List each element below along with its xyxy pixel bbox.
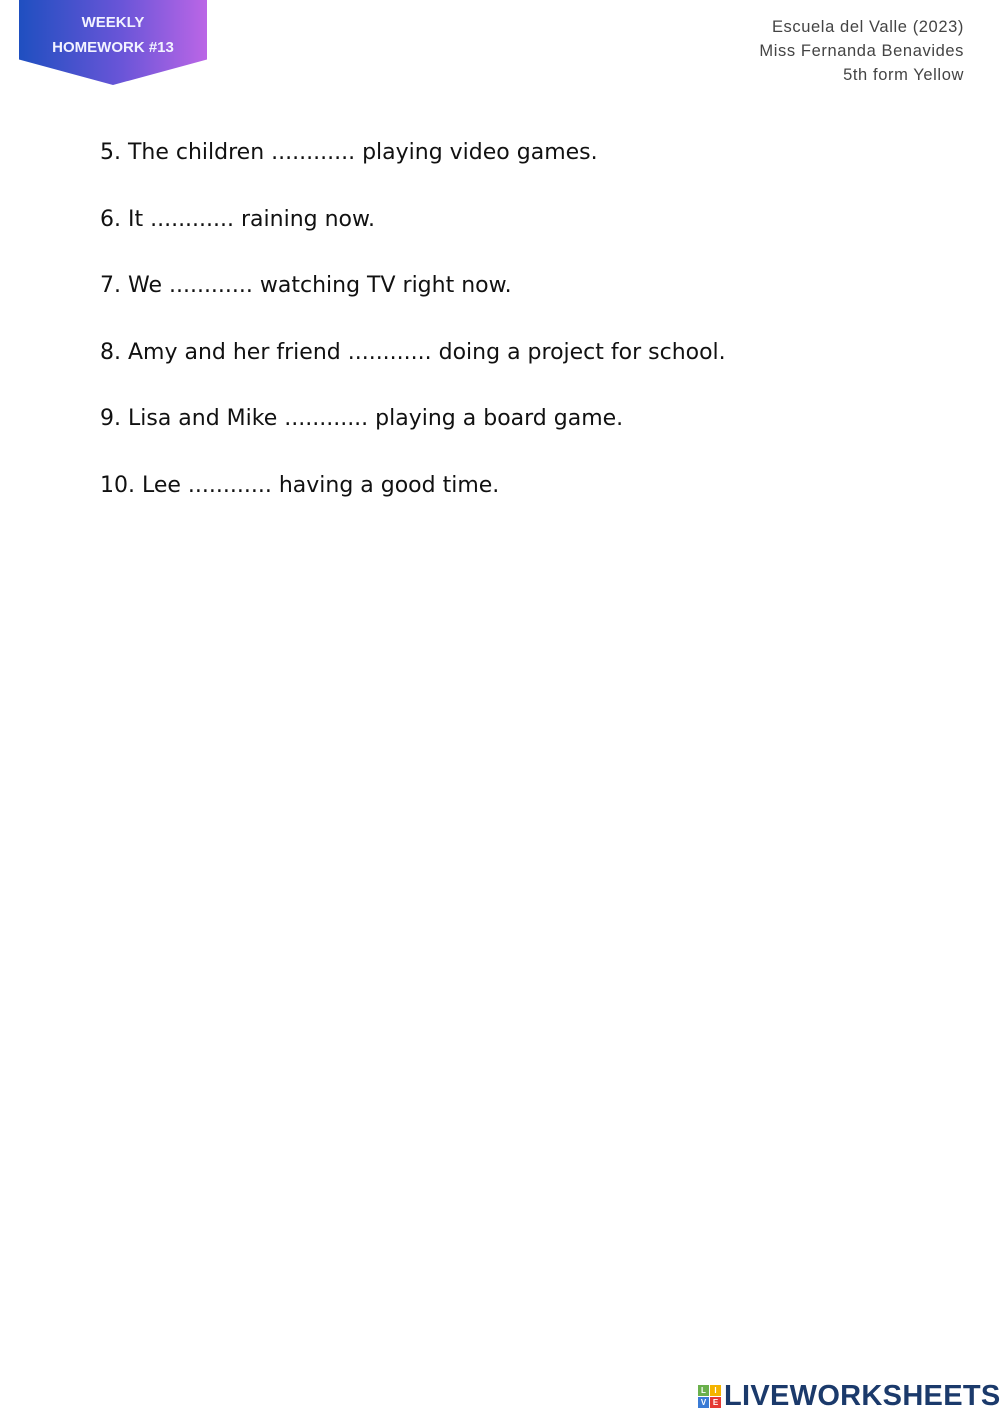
question-list: [100, 136, 726, 536]
liveworksheets-logo: [698, 1380, 1000, 1413]
question-item: 7. We ............ watching TV right now.: [100, 273, 512, 299]
logo-letter: I: [710, 1385, 721, 1396]
logo-squares-icon: [698, 1385, 721, 1408]
question-item: 5. The children ............ playing video games.: [100, 140, 598, 165]
logo-letter: V: [698, 1397, 709, 1408]
homework-banner-label: [19, 10, 207, 60]
banner-line-2: HOMEWORK #13: [52, 39, 174, 56]
logo-text: LIVEWORKSHEETS: [724, 1380, 1000, 1412]
question-item: 8. Amy and her friend ............ doing a project for school.: [100, 339, 726, 365]
logo-letter: E: [710, 1397, 721, 1408]
class-name: 5th form Yellow: [843, 66, 964, 84]
question-item: 6. It ............ raining now.: [100, 206, 375, 232]
teacher-name: Miss Fernanda Benavides: [759, 42, 964, 60]
logo-letter: L: [698, 1385, 709, 1396]
question-item: 10. Lee ............ having a good time.: [100, 472, 500, 498]
banner-line-1: WEEKLY: [81, 14, 145, 31]
school-name: Escuela del Valle (2023): [771, 18, 964, 36]
header-info: [759, 15, 964, 87]
question-item: 9. Lisa and Mike ............ playing a board game.: [100, 406, 624, 432]
